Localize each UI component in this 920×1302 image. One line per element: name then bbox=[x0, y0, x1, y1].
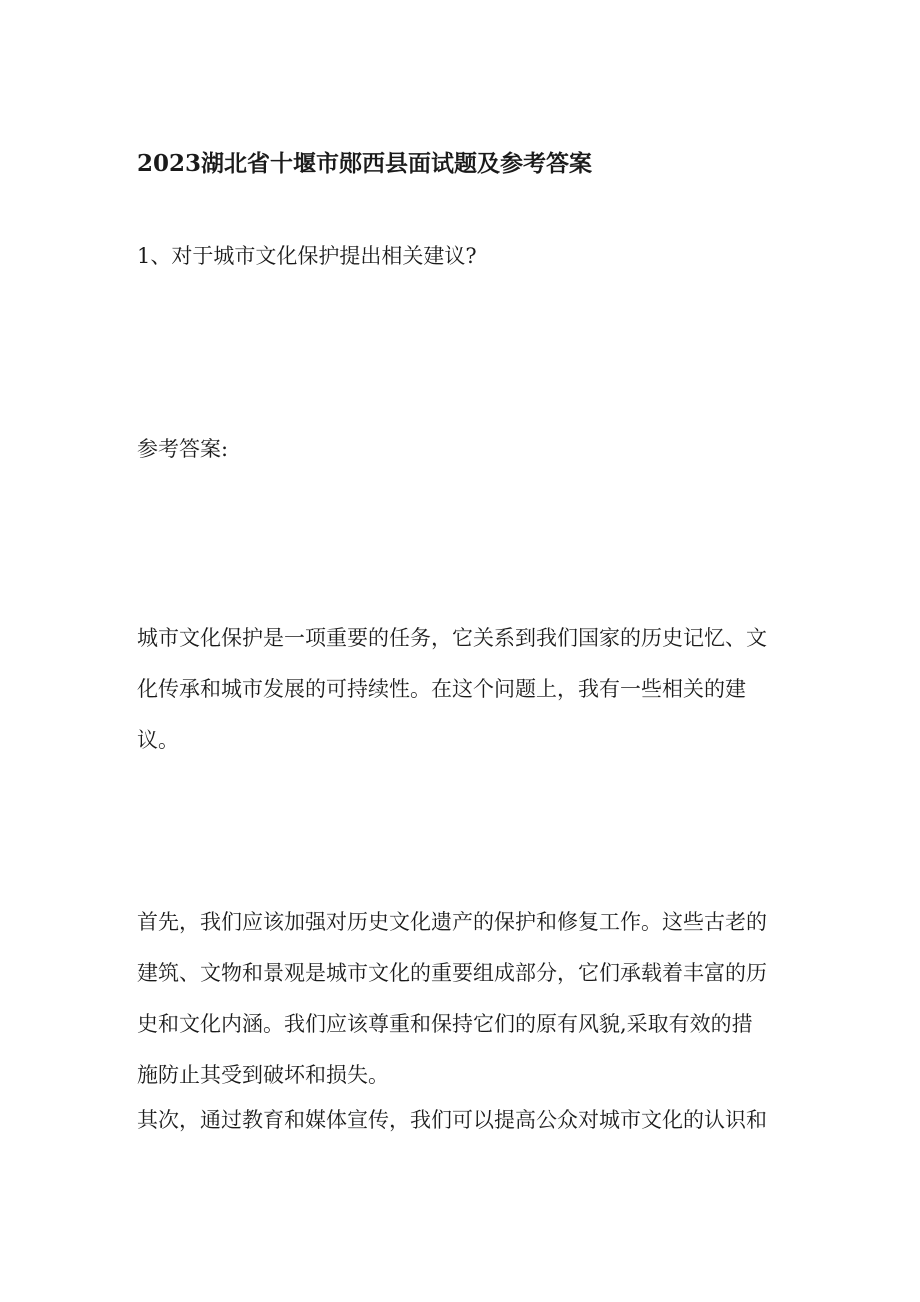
paragraph-line: 化传承和城市发展的可持续性。在这个问题上，我有一些相关的建 bbox=[137, 677, 746, 701]
paragraph-line: 城市文化保护是一项重要的任务，它关系到我们国家的历史记忆、文 bbox=[137, 626, 767, 650]
answer-paragraph-3 bbox=[137, 1095, 797, 1146]
answer-paragraph-2 bbox=[137, 897, 797, 1101]
answer-label: 参考答案: bbox=[137, 437, 229, 461]
paragraph-line: 建筑、文物和景观是城市文化的重要组成部分，它们承载着丰富的历 bbox=[137, 961, 767, 985]
document-title: 2023湖北省十堰市郧西县面试题及参考答案 bbox=[137, 150, 593, 177]
answer-paragraph-1 bbox=[137, 613, 797, 766]
paragraph-line: 施防止其受到破坏和损失。 bbox=[137, 1063, 389, 1087]
paragraph-line: 议。 bbox=[137, 728, 179, 752]
paragraph-line: 史和文化内涵。我们应该尊重和保持它们的原有风貌,采取有效的措 bbox=[137, 1012, 753, 1036]
paragraph-line: 首先，我们应该加强对历史文化遗产的保护和修复工作。这些古老的 bbox=[137, 910, 767, 934]
question-text: 1、对于城市文化保护提出相关建议? bbox=[137, 244, 477, 268]
paragraph-line: 其次，通过教育和媒体宣传，我们可以提高公众对城市文化的认识和 bbox=[137, 1108, 767, 1132]
